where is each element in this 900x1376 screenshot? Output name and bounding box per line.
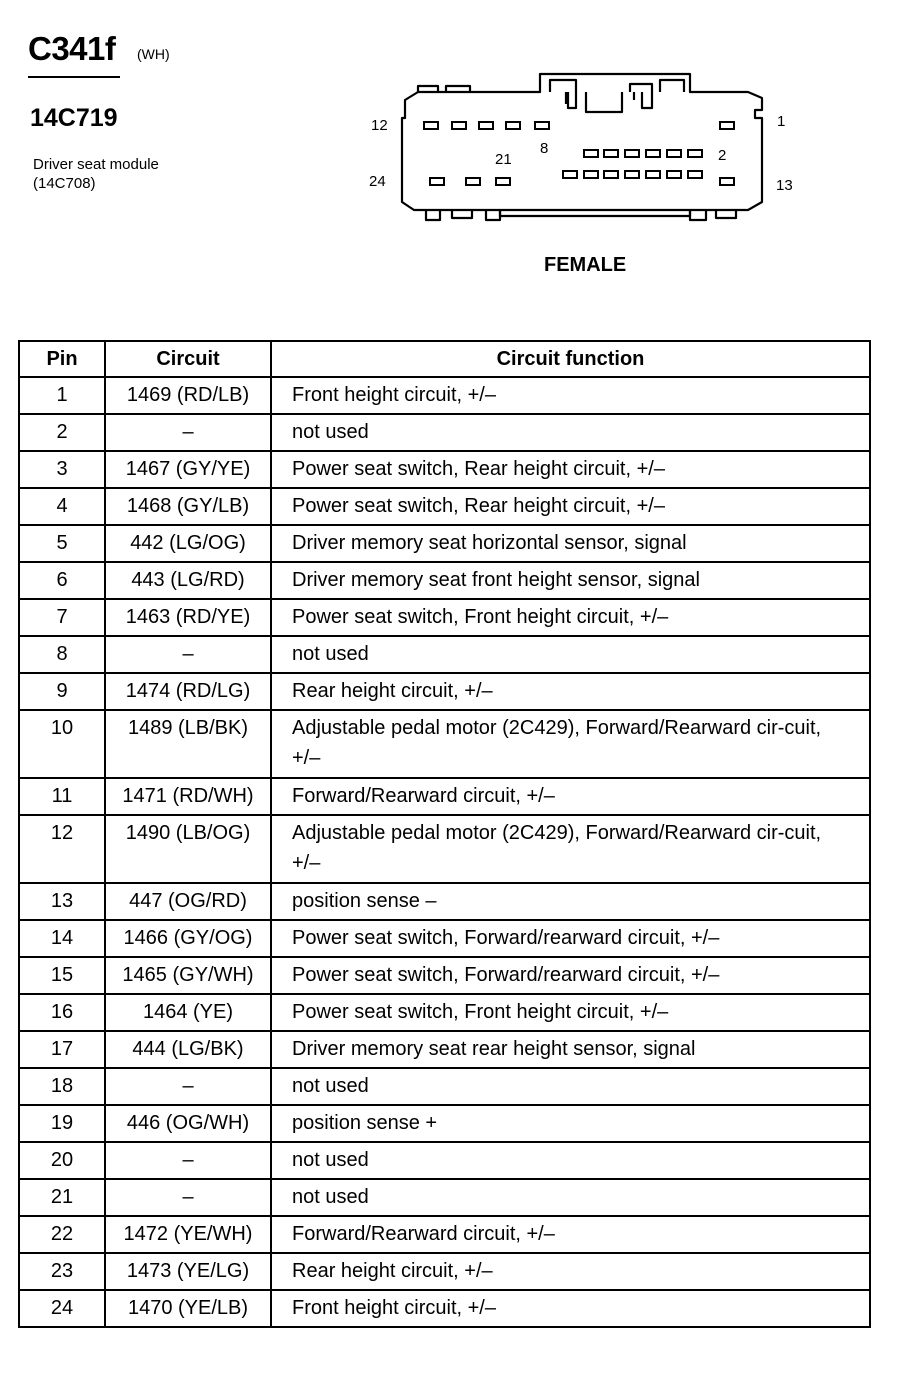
function-cell: Adjustable pedal motor (2C429), Forward/Rearward cir-cuit, +/– [271, 815, 870, 883]
pin-cell: 18 [19, 1068, 105, 1105]
table-row [19, 815, 870, 883]
table-row [19, 599, 870, 636]
pin-cell: 6 [19, 562, 105, 599]
table-row [19, 414, 870, 451]
pin-cell: 15 [19, 957, 105, 994]
circuit-cell: 1466 (GY/OG) [105, 920, 271, 957]
pinout-table [18, 340, 871, 1328]
cavity-1 [720, 122, 734, 129]
table-row [19, 1216, 870, 1253]
circuit-cell: 447 (OG/RD) [105, 883, 271, 920]
table-header-row [19, 341, 870, 377]
pin-cell: 21 [19, 1179, 105, 1216]
function-cell: Power seat switch, Forward/rearward circuit, +/– [271, 920, 870, 957]
table-row [19, 994, 870, 1031]
circuit-cell: 442 (LG/OG) [105, 525, 271, 562]
function-cell: Front height circuit, +/– [271, 377, 870, 414]
circuit-cell: – [105, 636, 271, 673]
pin-cell: 2 [19, 414, 105, 451]
circuit-cell: 1465 (GY/WH) [105, 957, 271, 994]
function-cell: Forward/Rearward circuit, +/– [271, 778, 870, 815]
pin-cell: 3 [19, 451, 105, 488]
circuit-cell: 446 (OG/WH) [105, 1105, 271, 1142]
function-cell: Power seat switch, Front height circuit, +/– [271, 994, 870, 1031]
table-row [19, 636, 870, 673]
function-cell: Driver memory seat rear height sensor, signal [271, 1031, 870, 1068]
column-header-pin: Pin [19, 341, 105, 377]
table-row [19, 1253, 870, 1290]
connector-gender-label: FEMALE [544, 254, 627, 276]
diagram-pin-label-2: 2 [718, 147, 727, 164]
function-cell: not used [271, 414, 870, 451]
function-cell: position sense + [271, 1105, 870, 1142]
connector-id: C341f [28, 30, 116, 67]
function-cell: Adjustable pedal motor (2C429), Forward/Rearward cir-cuit, +/– [271, 710, 870, 778]
circuit-cell: 1474 (RD/LG) [105, 673, 271, 710]
connector-face-diagram [390, 60, 770, 230]
function-cell: Power seat switch, Forward/rearward circuit, +/– [271, 957, 870, 994]
function-cell: not used [271, 1179, 870, 1216]
table-row [19, 883, 870, 920]
table-row [19, 673, 870, 710]
pin-cell: 7 [19, 599, 105, 636]
function-cell: Rear height circuit, +/– [271, 1253, 870, 1290]
cavity-12 [424, 122, 438, 129]
table-row [19, 1290, 870, 1327]
connector-id-underline [28, 76, 120, 78]
function-cell: Power seat switch, Rear height circuit, +/– [271, 488, 870, 525]
table-row [19, 1179, 870, 1216]
table-row [19, 920, 870, 957]
circuit-cell: 1463 (RD/YE) [105, 599, 271, 636]
table-row [19, 957, 870, 994]
pin-cell: 17 [19, 1031, 105, 1068]
table-row [19, 488, 870, 525]
pin-cell: 22 [19, 1216, 105, 1253]
pin-cell: 12 [19, 815, 105, 883]
circuit-cell: 1470 (YE/LB) [105, 1290, 271, 1327]
connector-part-number: 14C719 [30, 104, 118, 132]
pin-cell: 9 [19, 673, 105, 710]
circuit-cell: 443 (LG/RD) [105, 562, 271, 599]
function-cell: Rear height circuit, +/– [271, 673, 870, 710]
table-row [19, 1068, 870, 1105]
circuit-cell: 1490 (LB/OG) [105, 815, 271, 883]
table-row [19, 525, 870, 562]
table-row [19, 1031, 870, 1068]
pin-cell: 13 [19, 883, 105, 920]
circuit-cell: 1473 (YE/LG) [105, 1253, 271, 1290]
table-row [19, 1105, 870, 1142]
table-row [19, 451, 870, 488]
function-cell: not used [271, 636, 870, 673]
pin-cell: 11 [19, 778, 105, 815]
diagram-pin-label-21: 21 [495, 151, 512, 168]
pin-cell: 10 [19, 710, 105, 778]
pin-cell: 5 [19, 525, 105, 562]
pin-cell: 24 [19, 1290, 105, 1327]
function-cell: not used [271, 1142, 870, 1179]
circuit-cell: 1489 (LB/BK) [105, 710, 271, 778]
function-cell: Power seat switch, Front height circuit, +/– [271, 599, 870, 636]
circuit-cell: – [105, 414, 271, 451]
cavity-2 [688, 150, 702, 157]
table-row [19, 778, 870, 815]
pin-cell: 20 [19, 1142, 105, 1179]
circuit-cell: 1472 (YE/WH) [105, 1216, 271, 1253]
cavity-24 [430, 178, 444, 185]
pin-cell: 8 [19, 636, 105, 673]
column-header-circuit: Circuit [105, 341, 271, 377]
function-cell: Forward/Rearward circuit, +/– [271, 1216, 870, 1253]
pin-cell: 19 [19, 1105, 105, 1142]
diagram-pin-label-1: 1 [777, 113, 786, 130]
pin-cell: 16 [19, 994, 105, 1031]
diagram-pin-label-24: 24 [369, 173, 386, 190]
circuit-cell: – [105, 1068, 271, 1105]
pin-cell: 23 [19, 1253, 105, 1290]
connector-color-code: (WH) [137, 46, 170, 62]
table-row [19, 377, 870, 414]
circuit-cell: 1471 (RD/WH) [105, 778, 271, 815]
module-name: Driver seat module [33, 156, 159, 173]
pin-cell: 1 [19, 377, 105, 414]
circuit-cell: 1467 (GY/YE) [105, 451, 271, 488]
table-row [19, 1142, 870, 1179]
diagram-pin-label-8: 8 [540, 140, 549, 157]
module-part-number: (14C708) [33, 175, 96, 192]
circuit-cell: – [105, 1179, 271, 1216]
pin-cell: 14 [19, 920, 105, 957]
function-cell: Driver memory seat front height sensor, signal [271, 562, 870, 599]
circuit-cell: 1464 (YE) [105, 994, 271, 1031]
pin-cell: 4 [19, 488, 105, 525]
circuit-cell: 1469 (RD/LB) [105, 377, 271, 414]
circuit-cell: 444 (LG/BK) [105, 1031, 271, 1068]
table-row [19, 562, 870, 599]
function-cell: not used [271, 1068, 870, 1105]
column-header-function: Circuit function [271, 341, 870, 377]
diagram-pin-label-12: 12 [371, 117, 388, 134]
function-cell: Front height circuit, +/– [271, 1290, 870, 1327]
table-row [19, 710, 870, 778]
cavity-13 [720, 178, 734, 185]
circuit-cell: – [105, 1142, 271, 1179]
function-cell: Power seat switch, Rear height circuit, +/– [271, 451, 870, 488]
circuit-cell: 1468 (GY/LB) [105, 488, 271, 525]
diagram-pin-label-13: 13 [776, 177, 793, 194]
pinout-table-body [19, 377, 870, 1327]
function-cell: position sense – [271, 883, 870, 920]
function-cell: Driver memory seat horizontal sensor, signal [271, 525, 870, 562]
cavity-21 [496, 178, 510, 185]
